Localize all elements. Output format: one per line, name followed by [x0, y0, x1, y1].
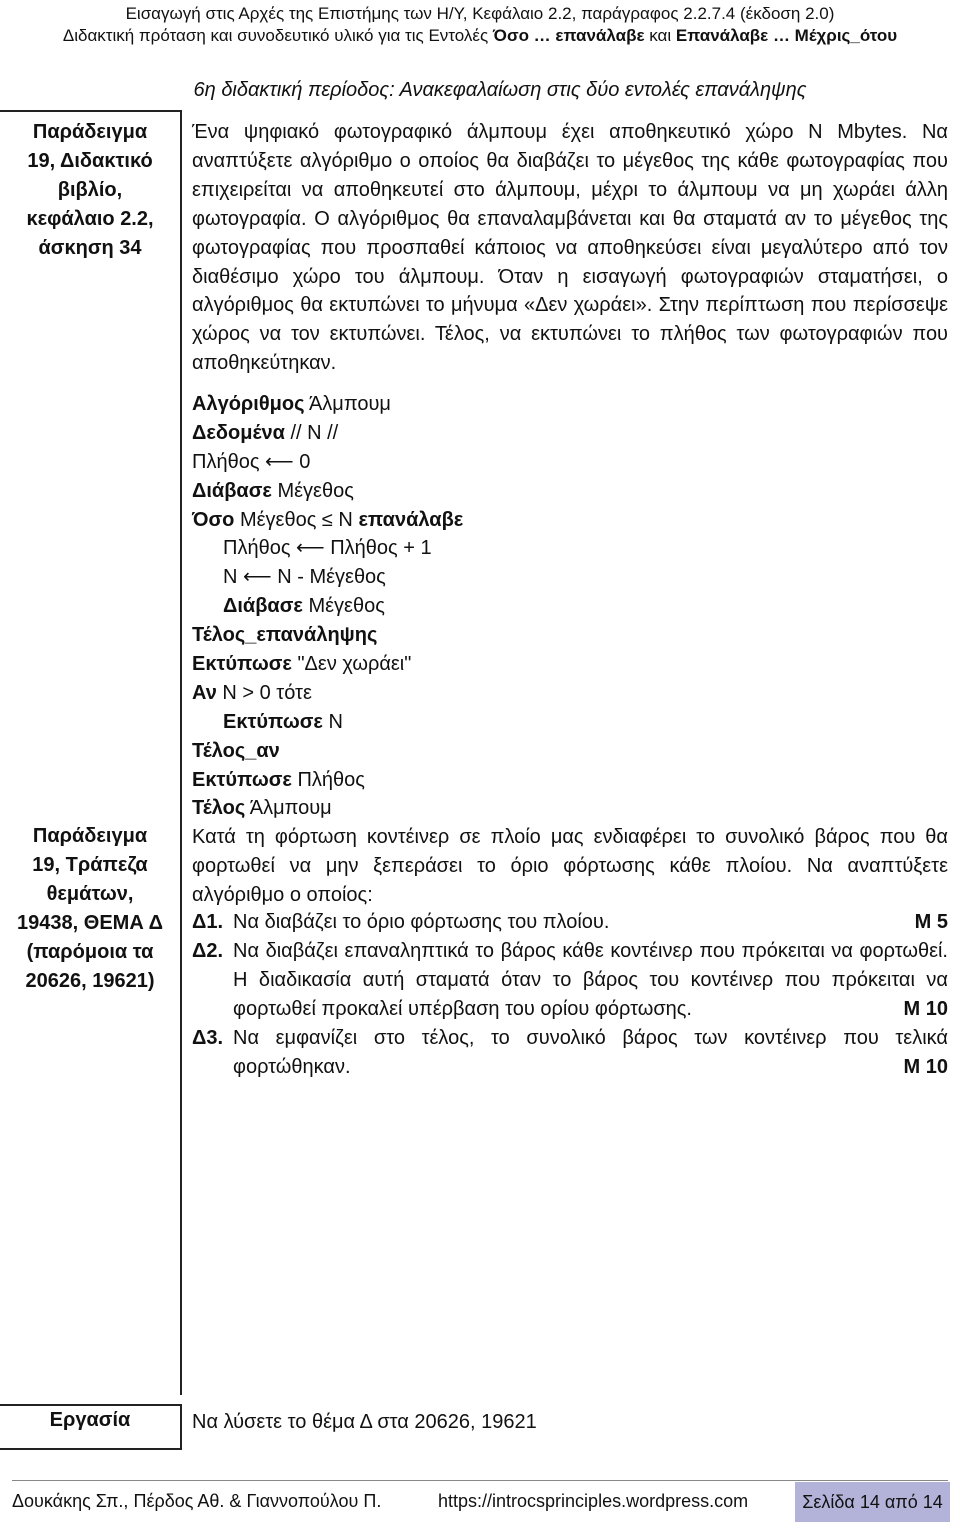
- algorithm-line: [192, 390, 948, 419]
- algorithm-line: [192, 477, 948, 506]
- algorithm-keyword: Τέλος_επανάληψης: [192, 624, 378, 647]
- sidebar-example-1-line: κεφάλαιο 2.2,: [26, 208, 154, 230]
- algorithm-line: [192, 650, 948, 679]
- period-title: [0, 79, 960, 102]
- algorithm-keyword: Διάβασε: [192, 479, 272, 502]
- exercise-2-intro: Κατά τη φόρτωση κοντέινερ σε πλοίο μας ενδιαφέρει το συνολικό βάρος που θα φορτωθεί να μην ξεπεράσει το όριο φόρτωσης κάθε πλοίου. Να αναπτύξετε αλγόριθμο ο οποίος:: [192, 826, 948, 906]
- sidebar-example-2-line: θεμάτων,: [46, 883, 134, 905]
- algorithm-line: [192, 737, 948, 766]
- algorithm-text: Άλμπουμ: [304, 393, 391, 415]
- algorithm-line: [192, 766, 948, 795]
- sidebar-example-1-line: άσκηση 34: [38, 237, 142, 259]
- question-item: [192, 908, 948, 937]
- algorithm-line: [192, 448, 948, 477]
- header-title: Εισαγωγή στις Αρχές της Επιστήμης των Η/Υ, Κεφάλαιο 2.2, παράγραφος 2.2.7.4 (έκδοση 2.0): [125, 4, 835, 23]
- algorithm-text: Ν > 0 τότε: [216, 681, 312, 704]
- algorithm-line: [192, 679, 948, 708]
- algorithm-line: [192, 621, 948, 650]
- algorithm-line: [192, 592, 948, 621]
- algorithm-line: [192, 794, 948, 823]
- algorithm-keyword: Όσο: [192, 508, 235, 531]
- sidebar-example-2-line: (παρόμοια τα: [26, 941, 154, 963]
- algorithm-text: Ν: [322, 710, 343, 733]
- sidebar-example-1-line: 19, Διδακτικό: [27, 150, 153, 172]
- algorithm-keyword: Εκτύπωσε: [192, 768, 292, 791]
- algorithm-keyword: Δεδομένα: [192, 421, 285, 444]
- algorithm-text: // Ν //: [284, 421, 339, 444]
- question-number: Δ1.: [192, 911, 224, 933]
- question-list: [192, 908, 948, 1081]
- sidebar-example-1-line: Παράδειγμα: [32, 121, 148, 143]
- page-number-badge: Σελίδα 14 από 14: [795, 1482, 950, 1522]
- sidebar-column: [0, 112, 182, 1395]
- algorithm-line: [192, 506, 948, 535]
- algorithm-line: [192, 563, 948, 592]
- algorithm-text: Πλήθος ⟵ 0: [192, 450, 311, 473]
- algorithm-text: Μέγεθος: [302, 595, 385, 618]
- algorithm-code: [192, 390, 948, 823]
- question-text: Να εμφανίζει στο τέλος, το συνολικό βάρος των κοντέινερ που τελικά φορτώθηκαν.: [233, 1026, 948, 1078]
- question-marks: Μ 5: [914, 911, 948, 933]
- algorithm-text: Ν ⟵ Ν - Μέγεθος: [223, 566, 386, 589]
- sidebar-example-1-line: βιβλίο,: [57, 179, 123, 201]
- algorithm-text: "Δεν χωράει": [291, 653, 412, 676]
- header-cmd-repeat: Επανάλαβε … Μέχρις_ότου: [675, 26, 898, 45]
- algorithm-keyword: Αν: [192, 681, 217, 704]
- task-text: Να λύσετε το θέμα Δ στα 20626, 19621: [192, 1411, 537, 1433]
- sidebar-example-2-line: 19438, ΘΕΜΑ Δ: [17, 912, 163, 934]
- algorithm-keyword: επανάλαβε: [358, 508, 464, 531]
- question-marks: Μ 10: [903, 997, 948, 1020]
- algorithm-line: [192, 419, 948, 448]
- algorithm-text: Πλήθος: [291, 768, 365, 791]
- question-text: Να διαβάζει το όριο φόρτωσης του πλοίου.: [233, 911, 610, 933]
- algorithm-keyword: Τέλος_αν: [192, 739, 280, 762]
- question-marks: Μ 10: [903, 1055, 948, 1078]
- algorithm-keyword: Αλγόριθμος: [192, 393, 305, 415]
- algorithm-keyword: Εκτύπωσε: [223, 710, 323, 733]
- question-item: [192, 937, 948, 1024]
- algorithm-text: Μέγεθος: [271, 479, 354, 502]
- sidebar-example-2-line: 20626, 19621): [25, 970, 155, 992]
- header-and: και: [644, 26, 676, 45]
- sidebar-example-2: [0, 822, 180, 996]
- question-number: Δ3.: [192, 1026, 224, 1049]
- footer-url-link[interactable]: https://introcsprinciples.wordpress.com: [438, 1491, 749, 1511]
- header-cmd-while: Όσο … επανάλαβε: [492, 26, 645, 45]
- sidebar-example-2-line: 19, Τράπεζα: [32, 854, 148, 876]
- algorithm-keyword: Εκτύπωσε: [192, 653, 292, 676]
- algorithm-text: Άλμπουμ: [245, 797, 332, 820]
- question-text: Να διαβάζει επαναληπτικά το βάρος κάθε κοντέινερ που πρόκειται να φορτωθεί. Η διαδικασία αυτή σταματά όταν το βάρος του κοντέινερ που πρόκειται να φορτωθεί προκαλεί υπέρβαση του ορίου φόρτωσης.: [233, 939, 948, 1020]
- header-subtitle: [0, 25, 960, 47]
- sidebar-example-1: [0, 118, 180, 263]
- algorithm-keyword: Τέλος: [192, 797, 246, 820]
- algorithm-text: Μέγεθος ≤ Ν: [234, 508, 359, 531]
- sidebar-task-label: Εργασία: [49, 1409, 131, 1431]
- question-number: Δ2.: [192, 939, 224, 962]
- sidebar-top-rule: [0, 110, 182, 112]
- algorithm-line: [192, 708, 948, 737]
- sidebar-example-2-line: Παράδειγμα: [32, 825, 148, 847]
- algorithm-text: Πλήθος ⟵ Πλήθος + 1: [223, 537, 432, 560]
- footer-authors: Δουκάκης Σπ., Πέρδος Αθ. & Γιαννοπούλου Π.: [12, 1491, 382, 1511]
- footer: [0, 1482, 960, 1522]
- algorithm-keyword: Διάβασε: [223, 595, 303, 618]
- exercise-1-text: Ένα ψηφιακό φωτογραφικό άλμπουμ έχει αποθηκευτικό χώρο Ν Mbytes. Να αναπτύξετε αλγόριθμο ο οποίος θα διαβάζει το μέγεθος της κάθε φωτογραφίας που επιχειρείται να αποθηκευτεί στο άλμπουμ, μέχρι το άλμπουμ να μη χωράει άλλη φωτογραφία. Ο αλγόριθμος θα επαναλαμβάνεται και θα σταματά αν το μέγεθος της φωτογραφίας που προσπαθεί κάποιος να αποθηκεύσει είναι μεγαλύτερο από τον διαθέσιμο χώρο του άλμπουμ. Όταν η εισαγωγή φωτογραφιών σταματήσει, ο αλγόριθμος θα εκτυπώνει το μήνυμα «Δεν χωράει». Στην περίπτωση που περίσσεψε χώρος να τον εκτυπώνει. Τέλος, να εκτυπώνει το πλήθος των φωτογραφιών που αποθηκεύτηκαν.: [192, 121, 948, 375]
- algorithm-line: [192, 534, 948, 563]
- question-item: [192, 1024, 948, 1082]
- footer-rule: [12, 1480, 948, 1481]
- period-title-text: 6η διδακτική περίοδος: Ανακεφαλαίωση στις δύο εντολές επανάληψης: [193, 79, 807, 101]
- header-subtitle-prefix: Διδακτική πρόταση και συνοδευτικό υλικό για τις Εντολές: [62, 26, 493, 45]
